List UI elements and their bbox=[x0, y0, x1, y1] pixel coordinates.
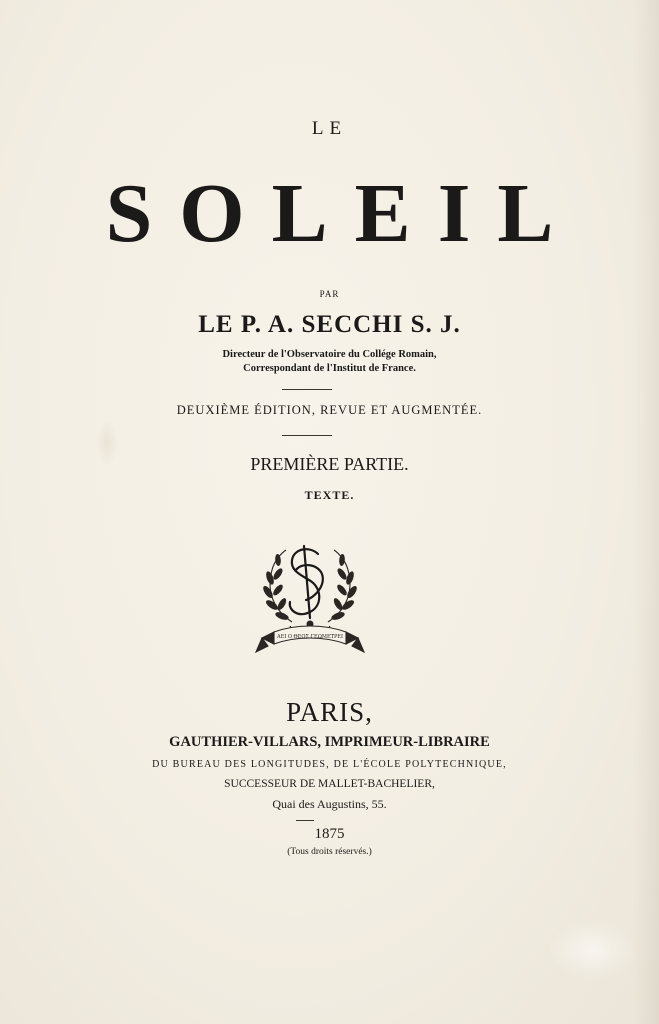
divider-rule bbox=[282, 435, 332, 436]
edition-statement: DEUXIÈME ÉDITION, REVUE ET AUGMENTÉE. bbox=[176, 403, 483, 417]
imprint-address: Quai des Augustins, 55. bbox=[272, 797, 387, 811]
imprint-rights: (Tous droits réservés.) bbox=[287, 847, 372, 857]
book-title: SOLEIL bbox=[105, 167, 581, 260]
imprint-successor: SUCCESSEUR DE MALLET-BACHELIER, bbox=[224, 778, 435, 790]
title-article: LE bbox=[311, 118, 348, 139]
section-heading: TEXTE. bbox=[304, 488, 355, 502]
by-line: PAR bbox=[319, 289, 340, 299]
author-affiliation-1: Directeur de l'Observatoire du Collége Romain, bbox=[222, 349, 437, 360]
laurel-wreath-monogram-icon bbox=[252, 540, 368, 662]
imprint-publisher: GAUTHIER-VILLARS, IMPRIMEUR-LIBRAIRE bbox=[169, 734, 490, 750]
emblem-motto: ΑΕΙ Ο ΘΕΟΣ ΓΕΩΜΕΤΡΕΙ bbox=[276, 634, 343, 640]
part-heading: PREMIÈRE PARTIE. bbox=[250, 454, 409, 474]
divider-rule bbox=[296, 820, 314, 821]
imprint-city: PARIS, bbox=[286, 697, 373, 727]
author-name: LE P. A. SECCHI S. J. bbox=[198, 311, 461, 338]
divider-rule bbox=[282, 389, 332, 390]
page-edge-shadow bbox=[633, 0, 659, 1024]
paper-stain bbox=[548, 920, 638, 980]
imprint-bureau: DU BUREAU DES LONGITUDES, DE L'ÉCOLE POLYTECHNIQUE, bbox=[152, 759, 507, 770]
imprint-year: 1875 bbox=[314, 826, 345, 842]
author-affiliation-2: Correspondant de l'Institut de France. bbox=[243, 363, 416, 374]
